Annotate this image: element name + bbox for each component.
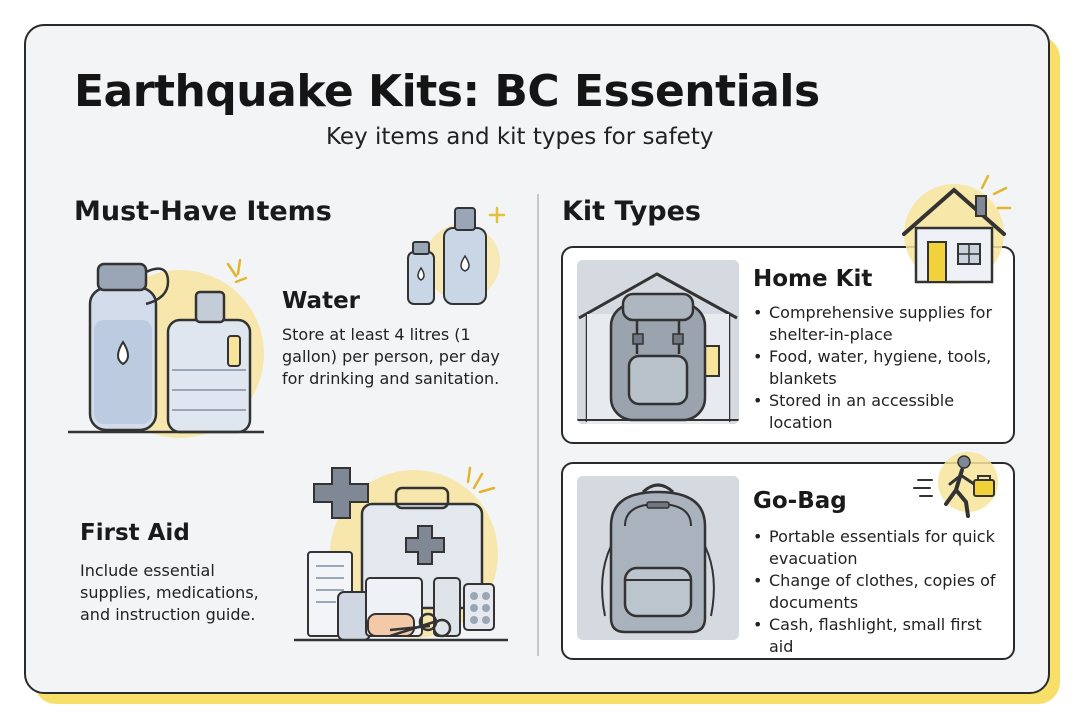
list-item: • Comprehensive supplies for shelter-in-place [753, 302, 1003, 346]
must-have-heading: Must-Have Items [74, 196, 332, 227]
first-aid-description: Include essential supplies, medications, and instruction guide. [80, 561, 259, 624]
list-item: • Food, water, hygiene, tools, blankets [753, 346, 1003, 390]
go-bag-image [577, 476, 739, 640]
go-bag-list [753, 526, 1003, 658]
page-title: Earthquake Kits: BC Essentials [74, 66, 820, 117]
home-kit-list [753, 302, 1003, 434]
column-divider [537, 194, 539, 656]
first-aid-kit-icon [294, 466, 514, 646]
home-kit-image [577, 260, 739, 424]
list-item: • Stored in an accessible location [753, 390, 1003, 434]
page-subtitle: Key items and kit types for safety [326, 124, 714, 150]
first-aid-title: First Aid [80, 520, 190, 546]
small-bottles-icon [400, 200, 510, 310]
list-item: • Cash, flashlight, small first aid [753, 614, 1003, 658]
list-item: • Portable essentials for quick evacuation [753, 526, 1003, 570]
backpack-in-house-icon [577, 260, 739, 424]
go-bag-title: Go-Bag [753, 488, 847, 514]
walking-person-icon [912, 452, 1016, 526]
water-description: Store at least 4 litres (1 gallon) per person, per day for drinking and sanitation. [282, 325, 500, 388]
home-kit-title: Home Kit [753, 266, 873, 292]
backpack-icon [577, 476, 739, 640]
water-bottles-icon [68, 250, 268, 442]
water-title: Water [282, 288, 361, 314]
kit-types-heading: Kit Types [562, 196, 702, 227]
list-item: • Change of clothes, copies of documents [753, 570, 1003, 614]
house-icon [898, 170, 1018, 288]
